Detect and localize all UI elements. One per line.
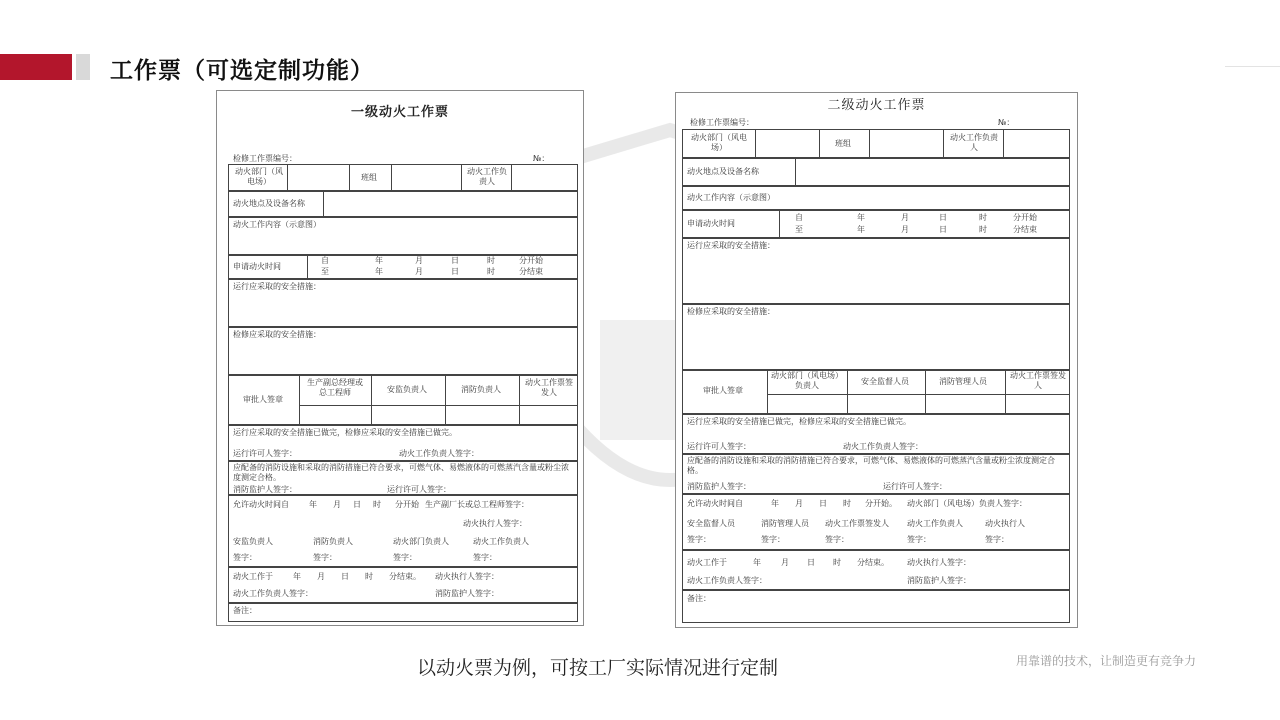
ended-label: 分结束。: [389, 572, 421, 581]
accent-bar: [0, 54, 72, 80]
min-start-label: 分开始: [1013, 213, 1037, 222]
day-label: 日: [807, 558, 815, 567]
content-label: 动火工作内容（示意图）: [233, 220, 321, 229]
row-measures-done: [682, 413, 1070, 455]
row-repair-measures: [682, 303, 1070, 371]
shift-label: 班组: [361, 173, 377, 182]
fire-mgr-label: 消防管理人员: [939, 377, 987, 386]
row-remarks: [228, 602, 578, 622]
repair-measures-label: 检修应采取的安全措施：: [233, 330, 321, 339]
row-content: [682, 185, 1070, 211]
fire-equip-text: 应配备的消防设施和采取的消防措施已符合要求，可燃气体、易燃液体的可燃蒸汽含量或粉尘浓度测定合格。: [233, 463, 569, 482]
no-label: №：: [998, 118, 1015, 127]
row-repair-measures: [228, 326, 578, 376]
row-approval: [228, 374, 578, 426]
row-dept: [228, 164, 578, 192]
fire-guard-sign-label-2: 消防监护人签字：: [435, 589, 499, 598]
year-label: 年: [857, 213, 865, 222]
row-apply-time: [682, 209, 1070, 239]
apply-time-label: 申请动火时间: [687, 219, 735, 228]
row-approval: [682, 369, 1070, 415]
issuer-label: 动火工作票签发人: [525, 378, 573, 397]
safety-sup-label-2: 安全监督人员: [687, 519, 735, 528]
dept-label: 动火部门（风电场）: [691, 133, 747, 152]
form-level-1: [216, 90, 584, 626]
apply-time-label: 申请动火时间: [233, 262, 281, 271]
approver-label: 审批人签章: [703, 386, 743, 395]
row-content: [228, 216, 578, 256]
row-run-measures: [228, 278, 578, 328]
hour-label: 时: [833, 558, 841, 567]
work-resp-label: 动火工作负责人: [473, 537, 529, 546]
remarks-label: 备注：: [233, 606, 257, 615]
row-allow-time: [228, 494, 578, 568]
executor-sign-label: 动火执行人签字：: [907, 558, 971, 567]
form-title: 一级动火工作票: [350, 105, 449, 120]
month-label: 月: [415, 256, 423, 265]
dept-resp-label: 动火部门（风电场）负责人: [771, 371, 843, 390]
resp-sign-label: 动火工作负责人签字：: [399, 449, 479, 458]
no-label: №：: [533, 154, 550, 163]
remarks-label: 备注：: [687, 594, 711, 603]
form-level-2: [675, 92, 1078, 628]
ticket-no-label: 检修工作票编号：: [690, 118, 754, 127]
shift-label: 班组: [835, 139, 851, 148]
year-label: 年: [771, 499, 779, 508]
run-measures-label: 运行应采取的安全措施：: [233, 282, 321, 291]
row-fire-equip: [228, 460, 578, 496]
from-label: 自: [795, 213, 803, 222]
ended-label: 分结束。: [857, 558, 889, 567]
executor-label: 动火执行人: [985, 519, 1025, 528]
year-label: 年: [857, 225, 865, 234]
from-label: 自: [321, 256, 329, 265]
day-label: 日: [451, 256, 459, 265]
row-run-measures: [682, 237, 1070, 305]
fire-resp-label: 消防负责人: [461, 385, 501, 394]
sign-label: 签字：: [985, 535, 1009, 544]
row-fire-equip: [682, 453, 1070, 495]
permit-sign-label: 运行许可人签字：: [233, 449, 297, 458]
sign-label: 签字：: [687, 535, 711, 544]
location-label: 动火地点及设备名称: [687, 167, 759, 176]
year-label: 年: [753, 558, 761, 567]
row-measures-done: [228, 424, 578, 462]
sign-label: 签字：: [313, 553, 337, 562]
hour-label: 时: [487, 256, 495, 265]
month-label: 月: [901, 213, 909, 222]
row-signatures: [682, 529, 1070, 550]
slide-caption: 以动火票为例，可按工厂实际情况进行定制: [416, 657, 778, 679]
row-location: [682, 157, 1070, 187]
hour-label: 时: [979, 225, 987, 234]
hour-label: 时: [979, 213, 987, 222]
resp-label: 动火工作负责人: [467, 167, 507, 186]
hour-label: 时: [365, 572, 373, 581]
year-label: 年: [375, 256, 383, 265]
resp-sign-label: 动火工作负责人签字：: [843, 442, 923, 451]
hour-label: 时: [843, 499, 851, 508]
hour-label: 时: [487, 267, 495, 276]
sign-label: 签字：: [907, 535, 931, 544]
min-end-label: 分结束: [519, 267, 543, 276]
slogan: 用靠谱的技术，让制造更有竞争力: [1016, 654, 1197, 668]
row-apply-time: [228, 254, 578, 280]
fire-guard-sign-label: 消防监护人签字：: [687, 482, 751, 491]
permit-sign-label-2: 运行许可人签字：: [883, 482, 947, 491]
month-label: 月: [415, 267, 423, 276]
sign-label: 签字：: [473, 553, 497, 562]
fire-equip-text: 应配备的消防设施和采取的消防措施已符合要求，可燃气体、易燃液体的可燃蒸汽含量或粉尘浓度测定合格。: [687, 456, 1055, 475]
day-label: 日: [451, 267, 459, 276]
year-label: 年: [293, 572, 301, 581]
hour-label: 时: [373, 500, 381, 509]
min-start-label: 分开始: [395, 500, 419, 509]
sign-label: 签字：: [233, 553, 257, 562]
top-rule: [1225, 66, 1280, 67]
issuer-label: 动火工作票签发人: [1010, 371, 1066, 390]
fire-guard-sign-label-2: 消防监护人签字：: [907, 576, 971, 585]
fire-resp-label-2: 消防负责人: [313, 537, 353, 546]
content-label: 动火工作内容（示意图）: [687, 193, 775, 202]
allow-sign-label: 生产副厂长或总工程师签字：: [425, 500, 529, 509]
day-label: 日: [819, 499, 827, 508]
measures-done-text: 运行应采取的安全措施已做完，检修应采取的安全措施已做完。: [233, 428, 457, 437]
repair-measures-label: 检修应采取的安全措施：: [687, 307, 775, 316]
dept-label: 动火部门（风电场）: [235, 167, 283, 186]
min-start-label: 分开始: [519, 256, 543, 265]
location-label: 动火地点及设备名称: [233, 199, 305, 208]
month-label: 月: [901, 225, 909, 234]
resp-label: 动火工作负责人: [950, 133, 998, 152]
ticket-no-label: 检修工作票编号：: [233, 154, 297, 163]
min-end-label: 分结束: [1013, 225, 1037, 234]
sign-label: 签字：: [761, 535, 785, 544]
to-label: 至: [321, 267, 329, 276]
executor-sign-label-2: 动火执行人签字：: [435, 572, 499, 581]
month-label: 月: [333, 500, 341, 509]
year-label: 年: [375, 267, 383, 276]
run-measures-label: 运行应采取的安全措施：: [687, 241, 775, 250]
day-label: 日: [939, 213, 947, 222]
allow-time-label: 允许动火时间自: [233, 500, 289, 509]
work-resp-sign-label: 动火工作负责人签字：: [233, 589, 313, 598]
row-end-time: [682, 549, 1070, 591]
month-label: 月: [781, 558, 789, 567]
day-label: 日: [341, 572, 349, 581]
row-end-time: [228, 566, 578, 604]
dept-resp-label: 动火部门负责人: [393, 537, 449, 546]
slide-title: 工作票（可选定制功能）: [110, 58, 374, 84]
allow-time-label: 允许动火时间自: [687, 499, 743, 508]
safety-resp-label-2: 安监负责人: [233, 537, 273, 546]
permit-sign-label-2: 运行许可人签字：: [387, 485, 451, 494]
fire-guard-sign-label: 消防监护人签字：: [233, 485, 297, 494]
year-label: 年: [309, 500, 317, 509]
row-dept: [682, 129, 1070, 159]
issuer-label-2: 动火工作票签发人: [825, 519, 889, 528]
row-remarks: [682, 589, 1070, 623]
end-time-label: 动火工作于: [233, 572, 273, 581]
sign-label: 签字：: [825, 535, 849, 544]
measures-done-text: 运行应采取的安全措施已做完，检修应采取的安全措施已做完。: [687, 417, 911, 426]
to-label: 至: [795, 225, 803, 234]
day-label: 日: [939, 225, 947, 234]
form-title: 二级动火工作票: [827, 98, 926, 113]
safety-resp-label: 安监负责人: [387, 385, 427, 394]
executor-sign-label: 动火执行人签字：: [463, 519, 527, 528]
month-label: 月: [795, 499, 803, 508]
dept-sign-label: 动火部门（风电场）负责人签字：: [907, 499, 1027, 508]
end-time-label: 动火工作于: [687, 558, 727, 567]
day-label: 日: [353, 500, 361, 509]
min-start-label: 分开始。: [865, 499, 897, 508]
safety-sup-label: 安全监督人员: [861, 377, 909, 386]
sign-label: 签字：: [393, 553, 417, 562]
work-resp-label: 动火工作负责人: [907, 519, 963, 528]
approver-label: 审批人签章: [243, 395, 283, 404]
row-location: [228, 190, 578, 218]
fire-mgr-label-2: 消防管理人员: [761, 519, 809, 528]
accent-bar-secondary: [76, 54, 90, 80]
work-resp-sign-label: 动火工作负责人签字：: [687, 576, 767, 585]
prod-lead-label: 生产副总经理或总工程师: [307, 378, 363, 397]
month-label: 月: [317, 572, 325, 581]
permit-sign-label: 运行许可人签字：: [687, 442, 751, 451]
